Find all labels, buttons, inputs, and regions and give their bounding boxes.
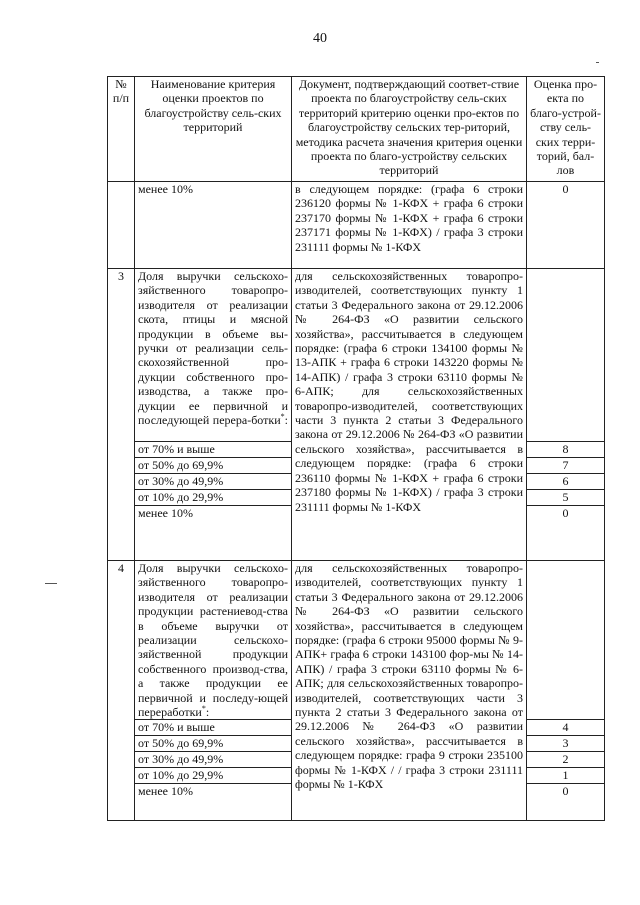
criterion-4-range-score: 2	[527, 752, 605, 768]
footnote-mark: *	[280, 412, 285, 422]
criterion-4-num: 4	[108, 561, 135, 821]
criterion-4-name: Доля выручки сельскохо-зяйственного товаропро-изводителя от реализации продукции растениевод-ства в объеме выручки от реализации сельскохо-зяйственной продукции собственного производ-ства, а также продукции ее первичной и последу-ющей переработки*:	[135, 561, 292, 720]
criterion-4-range-label: от 70% и выше	[135, 720, 292, 736]
header-num: № п/п	[108, 77, 135, 182]
criterion-3-range-label: менее 10%	[135, 506, 292, 561]
header-score: Оценка про-екта по благо-устрой-ству сель-ских терри-торий, бал-лов	[527, 77, 605, 182]
scan-mark	[596, 62, 599, 63]
criterion-4-range-label: от 50% до 69,9%	[135, 736, 292, 752]
footnote-mark: *	[201, 704, 206, 714]
criterion-3-num: 3	[108, 269, 135, 561]
criterion-3-doc: для сельскохозяйственных товаропро-изводителей, соответствующих пункту 1 статьи 3 Федерального закона от 29.12.2006 № 264-ФЗ «О развитии сельского хозяйства», рассчитывается в следующем порядке: (графа 6 строки 134100 формы № 13-АПК + графа 6 строки 143220 формы № 14-АПК) / графа 3 строки 63110 формы № 6-АПК; для сельскохозяйственных товаропро-изводителей, соответствующих части 3 пункта 2 статьи 3 Федерального закона от 29.12.2006 № 264-ФЗ «О развитии сельского хозяйства», рассчитывается в следующем порядке: (графа 6 строки 236110 формы № 1-КФХ + графа 6 строки 237180 формы № 1-КФХ) / графа 3 строки 231111 формы № 1-КФХ	[292, 269, 527, 561]
criterion-3-range-label: от 10% до 29,9%	[135, 490, 292, 506]
header-row	[108, 77, 605, 182]
criterion-3-range-score: 0	[527, 506, 605, 561]
continuation-range: менее 10%	[135, 182, 292, 269]
criterion-3-range-score: 8	[527, 442, 605, 458]
criterion-3-score-empty	[527, 269, 605, 442]
page-number: 40	[313, 31, 327, 46]
criterion-3-name: Доля выручки сельскохо-зяйственного товаропро-изводителя от реализации скота, птицы и мясной продукции в объеме вы-ручки от реализации сель-скохозяйственной про-дукции собственного про-изводства, а также про-дукции ее первичной и последующей перера-ботки*:	[135, 269, 292, 442]
criterion-4-score-empty	[527, 561, 605, 720]
criterion-3-row	[108, 269, 605, 442]
header-doc: Документ, подтверждающий соответ-ствие проекта по благоустройству сель-ских территорий критерию оценки про-ектов по благоустройству сельских тер-риторий, методика расчета значения критерия оценки проекта по благо-устройству сельских территорий	[292, 77, 527, 182]
criteria-table	[107, 76, 605, 821]
criterion-3-range-label: от 70% и выше	[135, 442, 292, 458]
criterion-4-range-label: менее 10%	[135, 784, 292, 821]
criterion-4-row	[108, 561, 605, 720]
criterion-4-doc: для сельскохозяйственных товаропро-изводителей, соответствующих пункту 1 статьи 3 Федерального закона от 29.12.2006 № 264-ФЗ «О развитии сельского хозяйства», рассчитывается в следующем порядке: (графа 6 строки 95000 формы № 9-АПК+ графа 6 строки 143100 фор-мы № 14-АПК) / графа 3 строки 63110 формы № 6-АПК; для сельскохозяйственных товаропро-изводителей, соответствующих части 3 пункта 2 статьи 3 Федерального закона от 29.12.2006 № 264-ФЗ «О развитии сельского хозяйства», рассчитывается в следующем порядке: графа 9 строки 235100 формы № 1-КФХ / / графа 3 строки 231111 формы № 1-КФХ	[292, 561, 527, 821]
criterion-4-range-score: 1	[527, 768, 605, 784]
criterion-3-range-label: от 30% до 49,9%	[135, 474, 292, 490]
criterion-4-range-label: от 10% до 29,9%	[135, 768, 292, 784]
criterion-4-name-text: Доля выручки сельскохо-зяйственного товаропро-изводителя от реализации продукции растениевод-ства в объеме выручки от реализации сельскохо-зяйственной продукции собственного производ-ства, а также продукции ее первичной и последу-ющей переработки	[138, 561, 288, 720]
criterion-3-name-text: Доля выручки сельскохо-зяйственного товаропро-изводителя от реализации скота, птицы и мясной продукции в объеме вы-ручки от реализации сель-скохозяйственной про-дукции собственного про-изводства, а также про-дукции ее первичной и последующей перера-ботки	[138, 269, 288, 428]
header-name: Наименование критерия оценки проектов по благоустройству сель-ских территорий	[135, 77, 292, 182]
criterion-4-range-score: 4	[527, 720, 605, 736]
scan-mark	[45, 583, 57, 584]
continuation-row	[108, 182, 605, 269]
criterion-3-range-label: от 50% до 69,9%	[135, 458, 292, 474]
criterion-4-range-score: 3	[527, 736, 605, 752]
criterion-4-range-label: от 30% до 49,9%	[135, 752, 292, 768]
criterion-4-range-score: 0	[527, 784, 605, 821]
continuation-score: 0	[527, 182, 605, 269]
continuation-doc: в следующем порядке: (графа 6 строки 236120 формы № 1-КФХ + графа 6 строки 237170 формы № 1-КФХ + графа 6 строки 237171 формы № 1-КФХ) / графа 3 строки 231111 формы № 1-КФХ	[292, 182, 527, 269]
criterion-3-range-score: 6	[527, 474, 605, 490]
continuation-num	[108, 182, 135, 269]
criterion-3-range-score: 5	[527, 490, 605, 506]
criterion-3-range-score: 7	[527, 458, 605, 474]
